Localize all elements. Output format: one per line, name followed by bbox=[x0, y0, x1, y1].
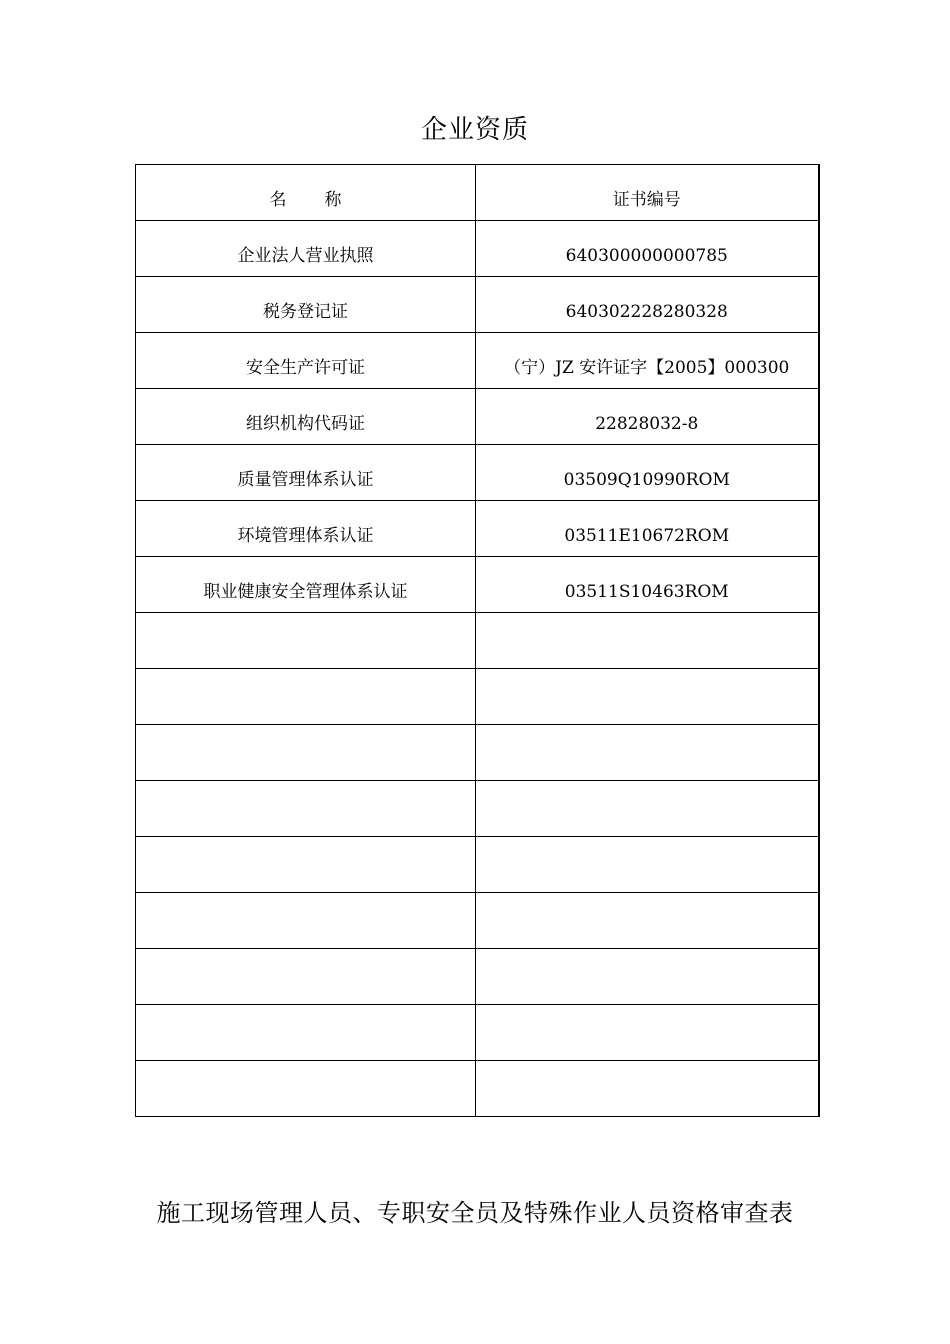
cert-name-cell bbox=[136, 613, 476, 669]
cert-name-cell: 职业健康安全管理体系认证 bbox=[136, 557, 476, 613]
cert-number-cell: 03509Q10990ROM bbox=[476, 445, 819, 501]
cert-number-cell bbox=[476, 949, 819, 1005]
table-row bbox=[136, 333, 819, 389]
cert-number-cell: 22828032-8 bbox=[476, 389, 819, 445]
cert-number-cell bbox=[476, 893, 819, 949]
cert-number-cell bbox=[476, 837, 819, 893]
cert-name-cell bbox=[136, 837, 476, 893]
cert-name-cell bbox=[136, 781, 476, 837]
cert-number-cell bbox=[476, 613, 819, 669]
cert-number-cell: （宁）JZ 安许证字【2005】000300 bbox=[476, 333, 819, 389]
cert-name-cell bbox=[136, 1005, 476, 1061]
cert-name-cell bbox=[136, 1061, 476, 1117]
table-row bbox=[136, 389, 819, 445]
qualification-table bbox=[135, 164, 820, 1117]
table-row bbox=[136, 557, 819, 613]
cert-name-cell: 组织机构代码证 bbox=[136, 389, 476, 445]
cert-name-cell: 税务登记证 bbox=[136, 277, 476, 333]
table-row bbox=[136, 1061, 819, 1117]
header-name-char-2: 称 bbox=[324, 189, 342, 210]
table-row bbox=[136, 501, 819, 557]
table-row bbox=[136, 669, 819, 725]
header-name-cell bbox=[136, 165, 476, 221]
page-title: 企业资质 bbox=[420, 115, 529, 145]
cert-number-cell: 640300000000785 bbox=[476, 221, 819, 277]
cert-number-cell bbox=[476, 1005, 819, 1061]
table-row bbox=[136, 221, 819, 277]
cert-number-cell: 03511S10463ROM bbox=[476, 557, 819, 613]
cert-number-cell bbox=[476, 725, 819, 781]
cert-name-cell bbox=[136, 669, 476, 725]
cert-name-cell bbox=[136, 725, 476, 781]
cert-name-cell bbox=[136, 893, 476, 949]
table-header-row bbox=[136, 165, 819, 221]
cert-number-cell bbox=[476, 1061, 819, 1117]
cert-name-cell: 安全生产许可证 bbox=[136, 333, 476, 389]
table-row bbox=[136, 781, 819, 837]
table-row bbox=[136, 893, 819, 949]
section-title: 施工现场管理人员、专职安全员及特殊作业人员资格审查表 bbox=[156, 1199, 794, 1227]
cert-number-cell bbox=[476, 781, 819, 837]
table-row bbox=[136, 725, 819, 781]
cert-name-cell: 环境管理体系认证 bbox=[136, 501, 476, 557]
cert-name-cell: 企业法人营业执照 bbox=[136, 221, 476, 277]
cert-name-cell: 质量管理体系认证 bbox=[136, 445, 476, 501]
table-row bbox=[136, 445, 819, 501]
cert-number-cell bbox=[476, 669, 819, 725]
table-row bbox=[136, 1005, 819, 1061]
table-row bbox=[136, 613, 819, 669]
table-row bbox=[136, 949, 819, 1005]
cert-number-cell: 03511E10672ROM bbox=[476, 501, 819, 557]
cert-number-cell: 640302228280328 bbox=[476, 277, 819, 333]
table-row bbox=[136, 837, 819, 893]
cert-name-cell bbox=[136, 949, 476, 1005]
header-name-char-1: 名 bbox=[269, 189, 287, 210]
header-number-cell: 证书编号 bbox=[476, 165, 819, 221]
table-row bbox=[136, 277, 819, 333]
